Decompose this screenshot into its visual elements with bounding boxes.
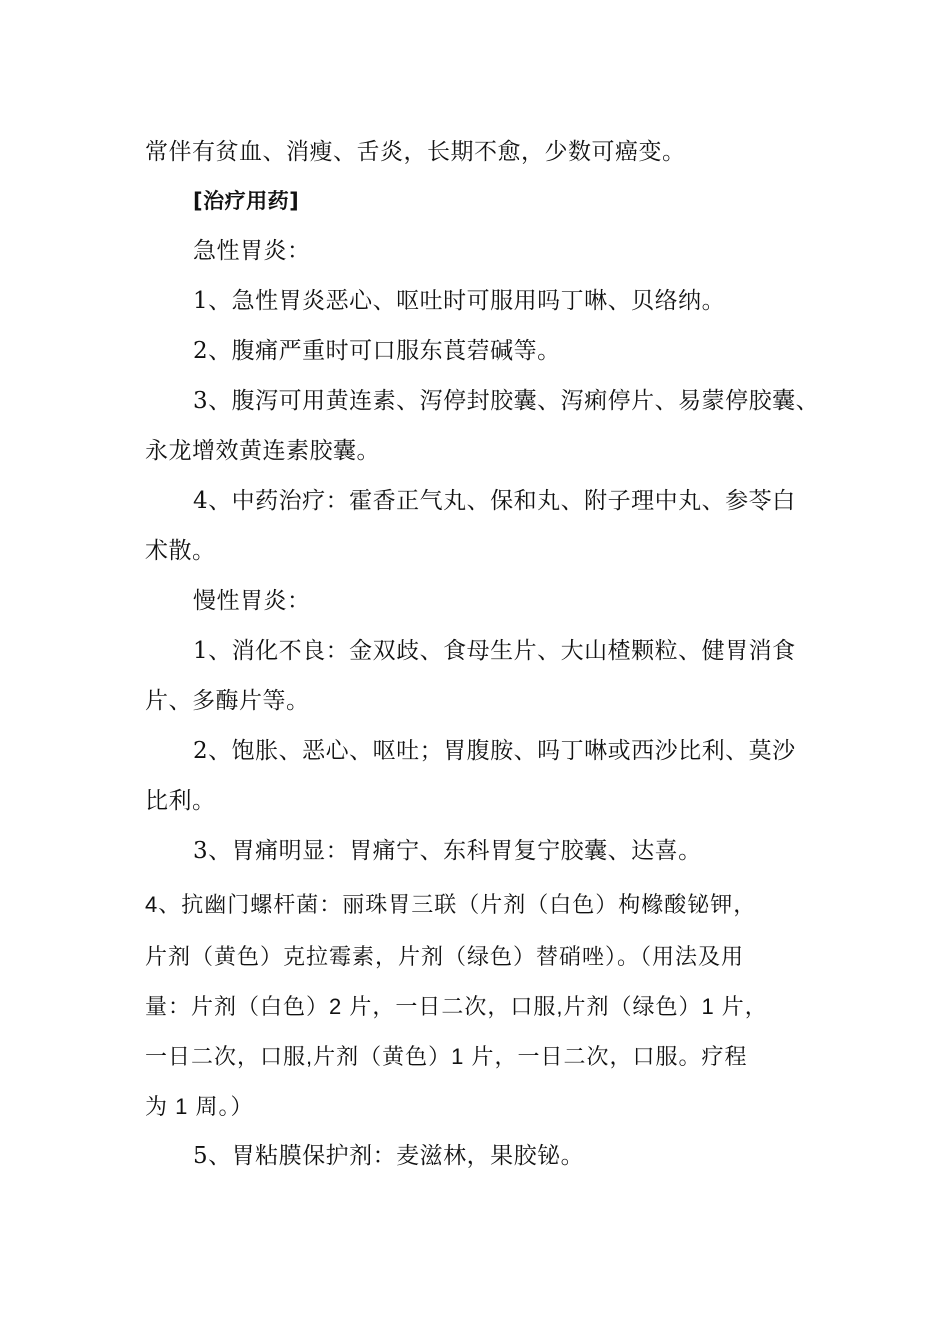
section-heading: [治疗用药] [193,189,300,213]
paragraph-line: 术散。 [145,538,216,564]
paragraph-line: 量：片剂（白色）2 片，一日二次，口服,片剂（绿色）1 片， [145,994,768,1019]
paragraph-line: 2、饱胀、恶心、呕吐；胃腹胺、吗丁啉或西沙比利、莫沙 [193,738,796,764]
paragraph-line: 4、中药治疗：霍香正气丸、保和丸、附子理中丸、参苓白 [193,488,796,514]
paragraph-line: 为 1 周。） [145,1094,254,1119]
paragraph-line: 3、腹泻可用黄连素、泻停封胶囊、泻痢停片、易蒙停胶囊、 [193,388,820,414]
paragraph-line: 片剂（黄色）克拉霉素，片剂（绿色）替硝唑）。（用法及用 [145,944,745,969]
paragraph-line: 2、腹痛严重时可口服东莨菪碱等。 [193,338,561,364]
paragraph-line: 片、多酶片等。 [145,688,310,714]
paragraph-line: 4、抗幽门螺杆菌：丽珠胃三联（片剂（白色）枸橼酸铋钾， [145,892,757,917]
paragraph-line: 1、急性胃炎恶心、呕吐时可服用吗丁啉、贝络纳。 [193,288,726,314]
paragraph-line: 一日二次，口服,片剂（黄色）1 片，一日二次，口服。疗程 [145,1044,748,1069]
subheading-acute-gastritis: 急性胃炎： [193,238,311,264]
paragraph-line: 1、消化不良：金双歧、食母生片、大山楂颗粒、健胃消食 [193,638,796,664]
paragraph-line: 3、胃痛明显：胃痛宁、东科胃复宁胶囊、达喜。 [193,838,702,864]
subheading-chronic-gastritis: 慢性胃炎： [193,588,311,614]
paragraph-line: 比利。 [145,788,216,814]
paragraph-line: 5、胃粘膜保护剂：麦滋林，果胶铋。 [193,1143,585,1169]
paragraph-line: 常伴有贫血、消瘦、舌炎，长期不愈，少数可癌变。 [145,139,686,165]
paragraph-line: 永龙增效黄连素胶囊。 [145,438,380,464]
